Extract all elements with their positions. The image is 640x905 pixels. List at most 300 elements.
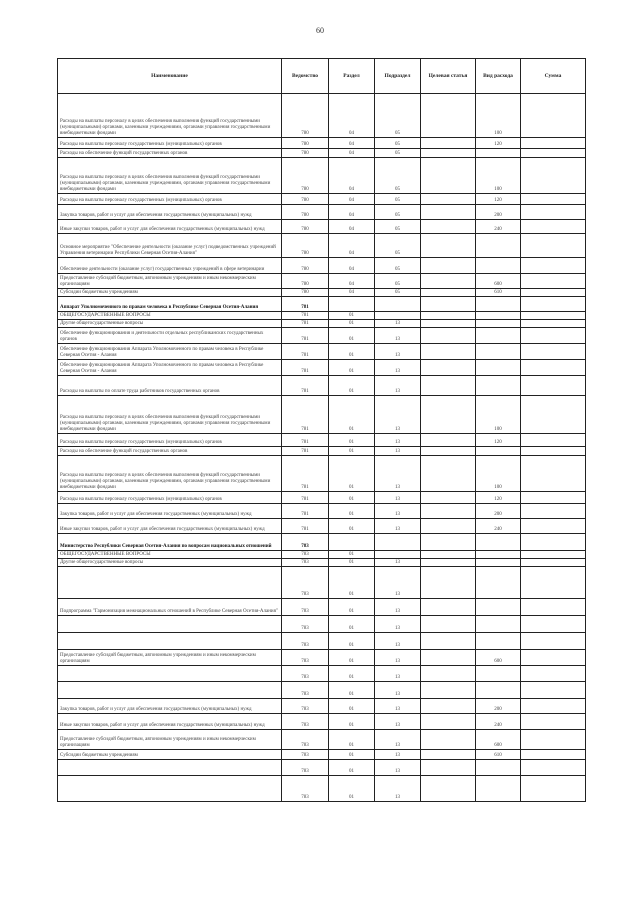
row-target-article-cell [421,274,476,289]
header-name: Наименование [58,59,282,94]
row-podrazdel-cell: 13 [375,360,421,376]
row-sum-cell [521,94,586,138]
row-expense-type-cell: 100 [476,158,521,194]
table-row [58,776,586,802]
row-sum-cell [521,699,586,714]
row-vedomstvo-cell: 781 [282,344,329,360]
row-target-article-cell [421,760,476,776]
row-sum-cell [521,434,586,447]
row-name-cell: Субсидии бюджетным учреждениям [58,289,282,297]
row-expense-type-cell: 600 [476,650,521,666]
row-name-cell: Другие общегосударственные вопросы [58,320,282,328]
row-podrazdel-cell: 13 [375,760,421,776]
row-name-cell: ОБЩЕГОСУДАРСТВЕННЫЕ ВОПРОСЫ [58,551,282,559]
row-podrazdel-cell [375,551,421,559]
table-row [58,599,586,616]
row-sum-cell [521,138,586,149]
row-name-cell: Иные закупки товаров, работ и услуг для обеспечения государственных (муниципальных) нужд [58,220,282,234]
row-sum-cell [521,312,586,320]
row-razdel-cell: 01 [329,714,375,730]
row-vedomstvo-cell: 783 [282,760,329,776]
row-expense-type-cell [476,666,521,682]
table-row [58,551,586,559]
table-row [58,666,586,682]
row-razdel-cell: 01 [329,312,375,320]
row-sum-cell [521,205,586,220]
row-podrazdel-cell: 13 [375,492,421,504]
row-razdel-cell: 01 [329,504,375,519]
row-vedomstvo-cell: 780 [282,158,329,194]
row-podrazdel-cell: 13 [375,567,421,599]
row-podrazdel-cell: 05 [375,258,421,274]
table-row [58,504,586,519]
row-vedomstvo-cell: 781 [282,297,329,312]
row-target-article-cell [421,328,476,344]
row-expense-type-cell [476,447,521,456]
row-sum-cell [521,492,586,504]
table-row [58,328,586,344]
page-number: 60 [316,26,324,35]
row-podrazdel-cell: 13 [375,776,421,802]
row-expense-type-cell [476,297,521,312]
row-podrazdel-cell: 13 [375,504,421,519]
row-target-article-cell [421,94,476,138]
row-vedomstvo-cell: 783 [282,730,329,750]
row-razdel-cell: 04 [329,149,375,158]
row-podrazdel-cell: 13 [375,344,421,360]
row-vedomstvo-cell: 781 [282,519,329,534]
row-sum-cell [521,320,586,328]
table-row [58,456,586,492]
row-vedomstvo-cell: 780 [282,234,329,258]
header-sum: Сумма [521,59,586,94]
row-sum-cell [521,258,586,274]
row-target-article-cell [421,344,476,360]
row-name-cell: Расходы на выплаты персоналу в целях обеспечения выполнения функций государственными (муниципальными) органами, казенными учреждениями, органами управления государственными внебюджетными фондами [58,396,282,434]
row-expense-type-cell: 120 [476,138,521,149]
row-name-cell: Основное мероприятие "Обеспечение деятельности (оказание услуг) подведомственных учреждений Управления ветеринарии Республики Северная Осетия-Алания" [58,234,282,258]
row-razdel-cell: 04 [329,220,375,234]
row-sum-cell [521,456,586,492]
row-target-article-cell [421,320,476,328]
row-target-article-cell [421,650,476,666]
row-podrazdel-cell: 13 [375,396,421,434]
row-target-article-cell [421,567,476,599]
row-podrazdel-cell: 13 [375,730,421,750]
row-vedomstvo-cell: 781 [282,504,329,519]
table-row [58,258,586,274]
row-target-article-cell [421,194,476,205]
row-podrazdel-cell: 05 [375,234,421,258]
row-target-article-cell [421,534,476,551]
row-target-article-cell [421,682,476,699]
table-row [58,220,586,234]
table-row [58,205,586,220]
row-expense-type-cell: 120 [476,492,521,504]
row-vedomstvo-cell: 783 [282,666,329,682]
row-name-cell: Аппарат Уполномоченного по правам человека в Республике Северная Осетия-Алания [58,297,282,312]
row-razdel-cell: 01 [329,376,375,396]
row-podrazdel-cell: 05 [375,94,421,138]
row-target-article-cell [421,289,476,297]
row-sum-cell [521,682,586,699]
table-row [58,312,586,320]
row-expense-type-cell [476,760,521,776]
row-razdel-cell: 04 [329,194,375,205]
row-sum-cell [521,149,586,158]
table-header-row [58,59,586,94]
row-expense-type-cell [476,633,521,650]
row-sum-cell [521,344,586,360]
row-sum-cell [521,376,586,396]
row-expense-type-cell [476,559,521,567]
row-podrazdel-cell: 05 [375,149,421,158]
row-name-cell: Расходы на выплаты по оплате труда работников государственных органов [58,376,282,396]
row-podrazdel-cell: 13 [375,714,421,730]
row-vedomstvo-cell: 783 [282,776,329,802]
table-row [58,289,586,297]
row-sum-cell [521,666,586,682]
row-target-article-cell [421,616,476,633]
row-name-cell: Расходы на обеспечение функций государственных органов [58,149,282,158]
row-vedomstvo-cell: 780 [282,274,329,289]
table-row [58,297,586,312]
table-row [58,650,586,666]
table-row [58,559,586,567]
row-expense-type-cell [476,534,521,551]
row-name-cell: Иные закупки товаров, работ и услуг для обеспечения государственных (муниципальных) нужд [58,519,282,534]
row-expense-type-cell: 600 [476,274,521,289]
row-podrazdel-cell: 13 [375,682,421,699]
row-razdel-cell: 01 [329,750,375,760]
row-vedomstvo-cell: 783 [282,650,329,666]
row-razdel-cell: 04 [329,258,375,274]
row-expense-type-cell [476,328,521,344]
row-razdel-cell: 04 [329,234,375,258]
row-target-article-cell [421,258,476,274]
row-sum-cell [521,650,586,666]
row-vedomstvo-cell: 780 [282,138,329,149]
row-razdel-cell: 01 [329,699,375,714]
header-razdel: Раздел [329,59,375,94]
row-name-cell: ОБЩЕГОСУДАРСТВЕННЫЕ ВОПРОСЫ [58,312,282,320]
row-name-cell: Расходы на обеспечение функций государственных органов [58,447,282,456]
row-sum-cell [521,328,586,344]
row-name-cell: Расходы на выплаты персоналу государственных (муниципальных) органов [58,194,282,205]
row-podrazdel-cell: 05 [375,220,421,234]
row-name-cell: Иные закупки товаров, работ и услуг для обеспечения государственных (муниципальных) нужд [58,714,282,730]
row-target-article-cell [421,312,476,320]
row-target-article-cell [421,297,476,312]
row-target-article-cell [421,158,476,194]
row-razdel-cell: 01 [329,666,375,682]
row-expense-type-cell: 100 [476,396,521,434]
row-podrazdel-cell: 05 [375,138,421,149]
row-razdel-cell: 04 [329,138,375,149]
row-vedomstvo-cell: 781 [282,492,329,504]
row-vedomstvo-cell: 780 [282,194,329,205]
row-vedomstvo-cell: 780 [282,94,329,138]
row-razdel-cell: 01 [329,599,375,616]
row-expense-type-cell: 100 [476,456,521,492]
row-expense-type-cell: 200 [476,205,521,220]
row-vedomstvo-cell: 783 [282,750,329,760]
row-podrazdel-cell: 13 [375,376,421,396]
row-target-article-cell [421,730,476,750]
row-sum-cell [521,234,586,258]
row-target-article-cell [421,138,476,149]
row-name-cell [58,666,282,682]
row-expense-type-cell [476,149,521,158]
row-target-article-cell [421,149,476,158]
row-target-article-cell [421,456,476,492]
row-sum-cell [521,360,586,376]
row-razdel-cell: 04 [329,158,375,194]
row-razdel-cell: 01 [329,328,375,344]
row-name-cell: Расходы на выплаты персоналу в целях обеспечения выполнения функций государственными (муниципальными) органами, казенными учреждениями, органами управления государственными внебюджетными фондами [58,158,282,194]
row-target-article-cell [421,492,476,504]
table-row [58,699,586,714]
row-expense-type-cell: 120 [476,194,521,205]
row-vedomstvo-cell: 783 [282,534,329,551]
row-razdel-cell [329,297,375,312]
row-vedomstvo-cell: 783 [282,551,329,559]
row-sum-cell [521,297,586,312]
row-expense-type-cell: 200 [476,504,521,519]
row-expense-type-cell: 240 [476,220,521,234]
row-podrazdel-cell [375,312,421,320]
row-target-article-cell [421,205,476,220]
row-sum-cell [521,714,586,730]
row-vedomstvo-cell: 781 [282,328,329,344]
row-podrazdel-cell: 05 [375,205,421,220]
row-sum-cell [521,567,586,599]
row-podrazdel-cell: 13 [375,616,421,633]
row-name-cell: Расходы на выплаты персоналу государственных (муниципальных) органов [58,434,282,447]
table-row [58,750,586,760]
row-vedomstvo-cell: 783 [282,599,329,616]
row-sum-cell [521,760,586,776]
table-row [58,149,586,158]
header-target-article: Целевая статья [421,59,476,94]
table-row [58,492,586,504]
header-vedomstvo: Ведомство [282,59,329,94]
row-expense-type-cell [476,312,521,320]
row-target-article-cell [421,220,476,234]
row-sum-cell [521,559,586,567]
row-expense-type-cell: 100 [476,94,521,138]
row-target-article-cell [421,396,476,434]
row-razdel-cell: 01 [329,434,375,447]
row-expense-type-cell: 610 [476,289,521,297]
row-razdel-cell: 01 [329,320,375,328]
table-row [58,519,586,534]
row-podrazdel-cell: 05 [375,194,421,205]
row-name-cell: Другие общегосударственные вопросы [58,559,282,567]
row-sum-cell [521,534,586,551]
row-vedomstvo-cell: 783 [282,633,329,650]
budget-table [57,58,586,802]
row-vedomstvo-cell: 780 [282,289,329,297]
row-name-cell [58,760,282,776]
row-name-cell [58,682,282,699]
row-target-article-cell [421,559,476,567]
row-razdel-cell: 01 [329,519,375,534]
row-sum-cell [521,274,586,289]
row-target-article-cell [421,376,476,396]
row-vedomstvo-cell: 783 [282,616,329,633]
table-row [58,94,586,138]
row-razdel-cell: 01 [329,551,375,559]
table-row [58,714,586,730]
row-vedomstvo-cell: 783 [282,714,329,730]
row-razdel-cell: 04 [329,274,375,289]
row-expense-type-cell [476,258,521,274]
row-vedomstvo-cell: 781 [282,396,329,434]
row-razdel-cell: 01 [329,492,375,504]
row-podrazdel-cell: 13 [375,519,421,534]
row-razdel-cell: 01 [329,730,375,750]
row-vedomstvo-cell: 783 [282,559,329,567]
row-sum-cell [521,447,586,456]
row-target-article-cell [421,699,476,714]
row-sum-cell [521,750,586,760]
row-expense-type-cell: 120 [476,434,521,447]
row-target-article-cell [421,434,476,447]
row-name-cell: Предоставление субсидий бюджетным, автономным учреждениям и иным некоммерческим организациям [58,650,282,666]
row-razdel-cell: 01 [329,760,375,776]
row-target-article-cell [421,519,476,534]
row-expense-type-cell: 600 [476,730,521,750]
row-razdel-cell: 01 [329,396,375,434]
row-razdel-cell: 04 [329,289,375,297]
row-name-cell: Предоставление субсидий бюджетным, автономным учреждениям и иным некоммерческим организациям [58,274,282,289]
row-podrazdel-cell [375,297,421,312]
row-podrazdel-cell: 13 [375,650,421,666]
row-vedomstvo-cell: 781 [282,447,329,456]
table-row [58,682,586,699]
row-expense-type-cell: 240 [476,519,521,534]
table-row [58,434,586,447]
row-target-article-cell [421,714,476,730]
row-razdel-cell: 01 [329,633,375,650]
table-row [58,534,586,551]
row-sum-cell [521,551,586,559]
row-target-article-cell [421,360,476,376]
table-row [58,234,586,258]
row-sum-cell [521,633,586,650]
table-row [58,447,586,456]
header-expense-type: Вид расхода [476,59,521,94]
row-expense-type-cell [476,320,521,328]
row-sum-cell [521,194,586,205]
row-vedomstvo-cell: 783 [282,682,329,699]
row-podrazdel-cell: 13 [375,434,421,447]
row-name-cell: Расходы на выплаты персоналу государственных (муниципальных) органов [58,138,282,149]
table-row [58,616,586,633]
row-podrazdel-cell: 13 [375,666,421,682]
row-sum-cell [521,519,586,534]
row-name-cell [58,567,282,599]
row-expense-type-cell [476,682,521,699]
row-razdel-cell: 01 [329,650,375,666]
row-name-cell: Закупка товаров, работ и услуг для обеспечения государственных (муниципальных) нужд [58,504,282,519]
row-name-cell [58,616,282,633]
row-vedomstvo-cell: 781 [282,434,329,447]
row-expense-type-cell: 610 [476,750,521,760]
row-expense-type-cell [476,551,521,559]
row-podrazdel-cell: 13 [375,633,421,650]
row-name-cell: Обеспечение функционирования Аппарата Уполномоченного по правам человека в Республике Северная Осетия - Алания [58,344,282,360]
row-vedomstvo-cell: 780 [282,258,329,274]
row-target-article-cell [421,599,476,616]
row-vedomstvo-cell: 781 [282,456,329,492]
table-row [58,760,586,776]
row-name-cell: Закупка товаров, работ и услуг для обеспечения государственных (муниципальных) нужд [58,205,282,220]
row-name-cell: Обеспечение функционирования и деятельности отдельных республиканских государственных органов [58,328,282,344]
row-expense-type-cell [476,376,521,396]
table-row [58,344,586,360]
row-expense-type-cell [476,776,521,802]
row-sum-cell [521,396,586,434]
row-expense-type-cell: 240 [476,714,521,730]
row-name-cell: Предоставление субсидий бюджетным, автономным учреждениям и иным некоммерческим организациям [58,730,282,750]
row-target-article-cell [421,504,476,519]
row-expense-type-cell [476,599,521,616]
row-name-cell: Подпрограмма "Гармонизация межнациональных отношений в Республике Северная Осетия-Алания" [58,599,282,616]
row-expense-type-cell [476,344,521,360]
row-name-cell: Расходы на выплаты персоналу в целях обеспечения выполнения функций государственными (муниципальными) органами, казенными учреждениями, органами управления государственными внебюджетными фондами [58,94,282,138]
row-sum-cell [521,599,586,616]
row-expense-type-cell [476,234,521,258]
table-row [58,360,586,376]
row-name-cell: Обеспечение деятельности (оказание услуг) государственных учреждений в сфере ветеринарии [58,258,282,274]
row-name-cell: Обеспечение функционирования Аппарата Уполномоченного по правам человека в Республике Северная Осетия - Алания [58,360,282,376]
table-row [58,138,586,149]
row-razdel-cell: 01 [329,456,375,492]
row-podrazdel-cell: 13 [375,447,421,456]
row-razdel-cell: 01 [329,567,375,599]
row-name-cell [58,633,282,650]
row-name-cell: Министерство Республики Северная Осетия-Алания по вопросам национальных отношений [58,534,282,551]
row-vedomstvo-cell: 780 [282,205,329,220]
row-razdel-cell: 01 [329,776,375,802]
row-sum-cell [521,730,586,750]
row-razdel-cell: 01 [329,682,375,699]
row-target-article-cell [421,633,476,650]
row-podrazdel-cell: 13 [375,320,421,328]
row-podrazdel-cell: 05 [375,289,421,297]
row-razdel-cell: 01 [329,559,375,567]
table-row [58,567,586,599]
row-sum-cell [521,289,586,297]
row-target-article-cell [421,551,476,559]
row-razdel-cell: 01 [329,447,375,456]
row-razdel-cell: 04 [329,94,375,138]
row-razdel-cell: 01 [329,344,375,360]
row-target-article-cell [421,666,476,682]
row-expense-type-cell: 200 [476,699,521,714]
row-name-cell: Субсидии бюджетным учреждениям [58,750,282,760]
row-sum-cell [521,616,586,633]
row-target-article-cell [421,776,476,802]
row-vedomstvo-cell: 781 [282,320,329,328]
row-vedomstvo-cell: 781 [282,376,329,396]
row-vedomstvo-cell: 783 [282,567,329,599]
row-target-article-cell [421,234,476,258]
row-sum-cell [521,220,586,234]
table-row [58,274,586,289]
